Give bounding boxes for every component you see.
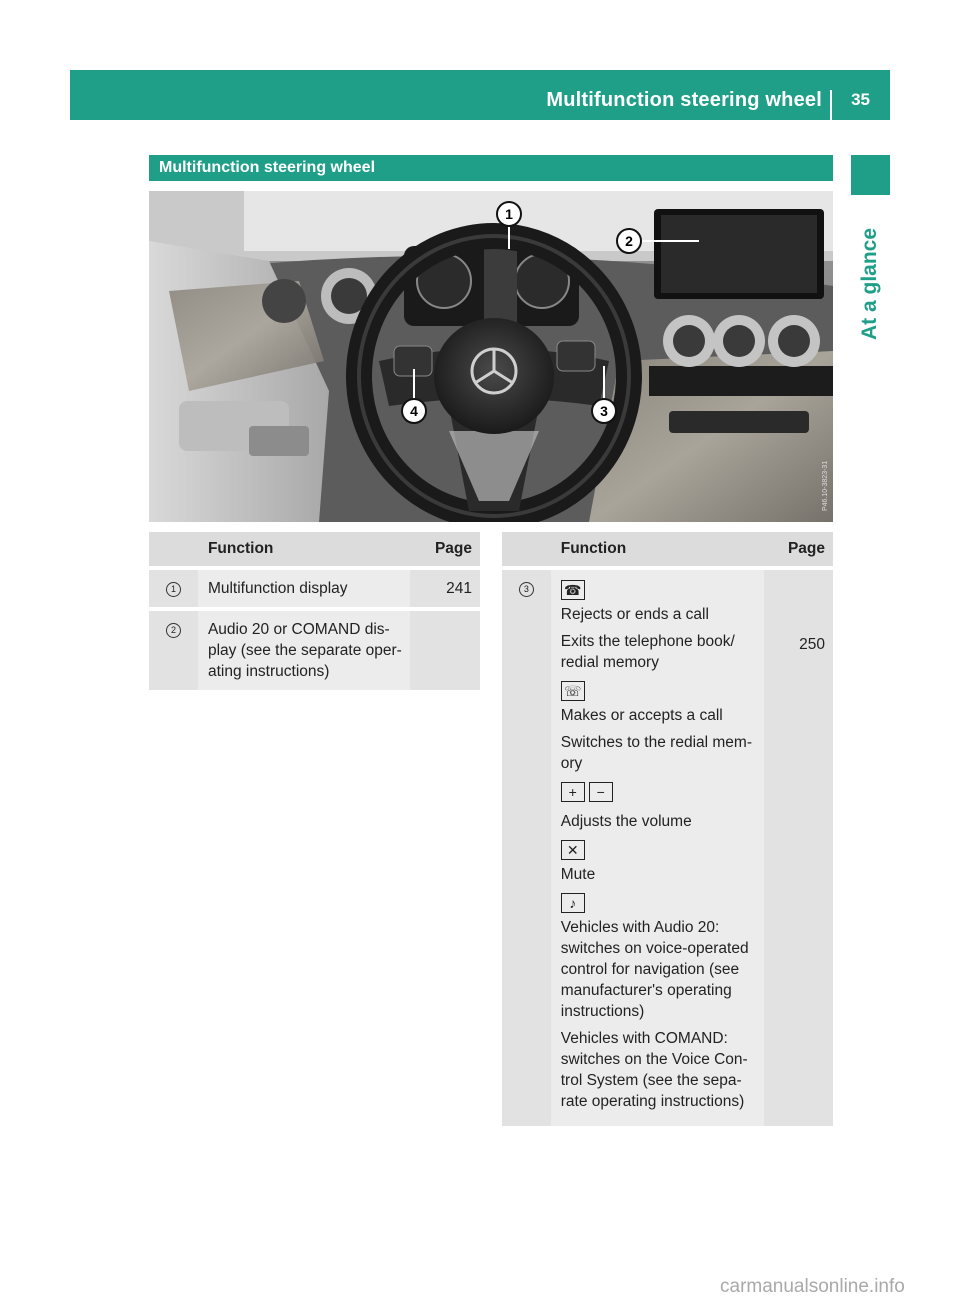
phone-hangup-icon: ☎ xyxy=(561,580,585,600)
header-divider xyxy=(830,90,832,120)
function-text: Rejects or ends a call xyxy=(560,606,709,623)
function-text: Adjusts the volume xyxy=(560,813,692,830)
item-number: 2 xyxy=(166,623,181,638)
chapter-tab xyxy=(851,155,890,195)
mute-icon: ✕ xyxy=(561,840,585,860)
function-text: Vehicles with Audio 20: switches on voice-operated control for navigation (see manufacturer's operating instructions) xyxy=(560,919,749,1020)
column-header-page: Page xyxy=(764,532,833,568)
function-text: Audio 20 or COMAND dis- play (see the separate oper- ating instructions) xyxy=(198,609,411,690)
volume-minus-icon: − xyxy=(589,782,613,802)
column-header-page: Page xyxy=(410,532,480,568)
item-number: 3 xyxy=(519,582,534,597)
function-text: Switches to the redial mem- ory xyxy=(560,734,752,772)
page-ref xyxy=(410,609,480,690)
function-table-right xyxy=(502,532,833,1126)
page-ref: 241 xyxy=(410,568,480,609)
image-code: P46.10-3823-31 xyxy=(822,460,829,511)
function-text: Multifunction display xyxy=(198,568,411,609)
table-row xyxy=(149,568,480,609)
callout-2 xyxy=(617,229,641,253)
function-text: Mute xyxy=(560,866,596,883)
page-header-title: Multifunction steering wheel xyxy=(546,89,822,111)
table-row xyxy=(502,568,833,1126)
voice-control-icon: ♪ xyxy=(561,893,585,913)
function-block xyxy=(551,568,764,1126)
callout-4 xyxy=(402,399,426,423)
function-text: Vehicles with COMAND: switches on the Voice Con- trol System (see the sepa- rate operating instructions) xyxy=(560,1030,748,1110)
watermark: carmanualsonline.info xyxy=(720,1276,905,1297)
volume-plus-icon: + xyxy=(561,782,585,802)
svg-text:3: 3 xyxy=(600,403,608,419)
steering-wheel-photo xyxy=(149,191,833,522)
table-row xyxy=(149,609,480,690)
page-number: 35 xyxy=(851,90,870,109)
svg-text:2: 2 xyxy=(625,233,633,249)
page-ref: 250 xyxy=(764,568,833,1126)
column-header-function: Function xyxy=(551,532,764,568)
function-text: Exits the telephone book/ redial memory xyxy=(560,633,735,671)
page-header-bar xyxy=(70,70,890,120)
section-title: Multifunction steering wheel xyxy=(149,155,833,181)
column-header-function: Function xyxy=(198,532,411,568)
function-table-left xyxy=(149,532,480,690)
phone-accept-icon: ☏ xyxy=(561,681,585,701)
chapter-label: At a glance xyxy=(858,227,881,340)
svg-text:1: 1 xyxy=(505,206,513,222)
function-text: Makes or accepts a call xyxy=(560,707,723,724)
callout-3 xyxy=(592,399,616,423)
svg-text:4: 4 xyxy=(410,403,418,419)
item-number: 1 xyxy=(166,582,181,597)
callout-1 xyxy=(497,202,521,226)
